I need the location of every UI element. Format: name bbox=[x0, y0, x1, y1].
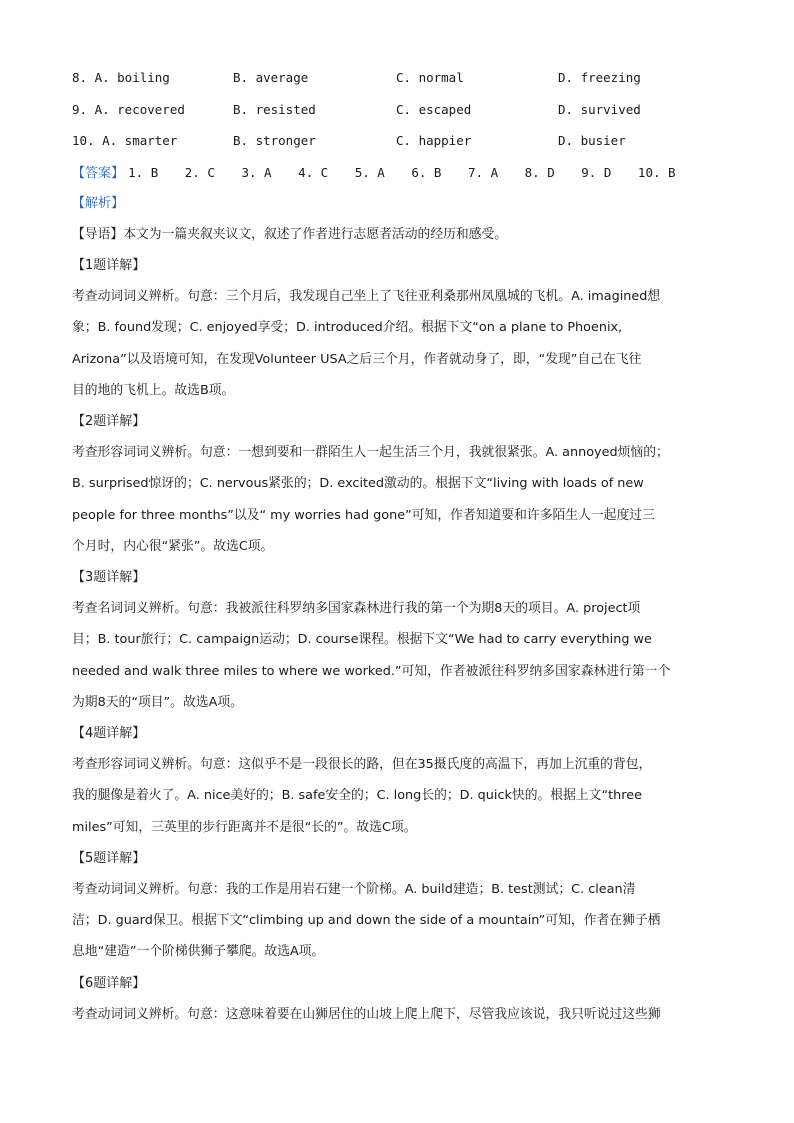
intro-tag: 【导语】 bbox=[72, 226, 124, 242]
option-row bbox=[72, 62, 722, 94]
explanation-line: miles”可知，三英里的步行距离并不是很“长的”。故选C项。 bbox=[72, 819, 417, 835]
explanation-line: B. surprised惊讶的；C. nervous紧张的；D. excited激动的。根据下文“living with loads of new bbox=[72, 476, 644, 492]
explanation-line: 目的地的飞机上。故选B项。 bbox=[72, 382, 235, 398]
option-b: B. average bbox=[233, 70, 309, 85]
answer-item: 7. A bbox=[468, 164, 499, 180]
answer-row bbox=[72, 157, 722, 188]
explanation-line: 考查动词词义辨析。句意：这意味着要在山狮居住的山坡上爬上爬下，尽管我应该说，我只听说过这些狮 bbox=[72, 1006, 661, 1022]
explanation-line: 考查动词词义辨析。句意：三个月后，我发现自己坐上了飞往亚利桑那州凤凰城的飞机。A. imagined想 bbox=[72, 289, 661, 305]
option-b: B. resisted bbox=[233, 101, 316, 117]
explanation-line: 考查名词词义辨析。句意：我被派往科罗纳多国家森林进行我的第一个为期8天的项目。A. project项 bbox=[72, 601, 641, 617]
analysis-tag: 【解析】 bbox=[72, 195, 125, 211]
intro-text: 本文为一篇夹叙夹议文，叙述了作者进行志愿者活动的经历和感受。 bbox=[123, 226, 508, 242]
explanation-line: Arizona”以及语境可知，在发现Volunteer USA之后三个月，作者就动身了，即，“发现”自己在飞往 bbox=[72, 351, 642, 367]
option-c: C. normal bbox=[396, 70, 464, 85]
option-row bbox=[72, 94, 722, 126]
answer-item: 9. D bbox=[581, 164, 612, 180]
explanation-line: 象；B. found发现；C. enjoyed享受；D. introduced介绍。根据下文“on a plane to Phoenix, bbox=[72, 320, 623, 336]
explanation-line: 为期8天的“项目”。故选A项。 bbox=[72, 694, 243, 710]
option-c: C. escaped bbox=[396, 101, 472, 117]
explanation-line: 考查形容词词义辨析。句意：这似乎不是一段很长的路，但在35摄氏度的高温下，再加上沉重的背包， bbox=[72, 757, 652, 773]
option-d: D. survived bbox=[558, 101, 641, 117]
answer-item: 8. D bbox=[524, 164, 555, 180]
explanation-sections bbox=[72, 250, 722, 1030]
option-c: C. happier bbox=[396, 133, 472, 148]
explanation-line: people for three months”以及“ my worries had gone”可知，作者知道要和许多陌生人一起度过三 bbox=[72, 507, 655, 523]
section-heading: 【5题详解】 bbox=[72, 850, 146, 866]
explanation-line: 目；B. tour旅行；C. campaign运动；D. course课程。根据下文“We had to carry everything we bbox=[72, 632, 652, 648]
explanation-line: 息地“建造”一个阶梯供狮子攀爬。故选A项。 bbox=[72, 944, 325, 960]
answer-item: 5. A bbox=[354, 164, 385, 180]
answer-list bbox=[128, 165, 694, 180]
option-a: 9. A. recovered bbox=[72, 101, 185, 117]
section-heading: 【1题详解】 bbox=[72, 257, 146, 273]
section-heading: 【3题详解】 bbox=[72, 569, 146, 585]
section-heading: 【4题详解】 bbox=[72, 725, 146, 741]
answer-item: 1. B bbox=[128, 164, 159, 180]
document-page bbox=[72, 62, 722, 1030]
explanation-line: 考查形容词词义辨析。句意：一想到要和一群陌生人一起生活三个月，我就很紧张。A. annoyed烦恼的； bbox=[72, 445, 669, 461]
answer-item: 10. B bbox=[637, 164, 676, 180]
explanation-line: 我的腿像是着火了。A. nice美好的；B. safe安全的；C. long长的；D. quick快的。根据上文“three bbox=[72, 788, 642, 804]
answer-item: 3. A bbox=[241, 164, 272, 180]
section-heading: 【6题详解】 bbox=[72, 975, 146, 991]
answer-item: 2. C bbox=[184, 164, 215, 180]
answer-item: 4. C bbox=[298, 164, 329, 180]
explanation-line: 洁；D. guard保卫。根据下文“climbing up and down the side of a mountain”可知，作者在狮子栖 bbox=[72, 913, 661, 929]
option-row bbox=[72, 125, 722, 157]
answer-item: 6. B bbox=[411, 164, 442, 180]
option-a: 8. A. boiling bbox=[72, 70, 170, 85]
answer-tag: 【答案】 bbox=[72, 165, 125, 181]
section-heading: 【2题详解】 bbox=[72, 413, 146, 429]
explanation-line: needed and walk three miles to where we worked.”可知，作者被派往科罗纳多国家森林进行第一个 bbox=[72, 663, 671, 679]
option-b: B. stronger bbox=[233, 133, 316, 148]
option-a: 10. A. smarter bbox=[72, 133, 178, 148]
explanation-line: 个月时，内心很“紧张”。故选C项。 bbox=[72, 538, 274, 554]
option-d: D. busier bbox=[558, 133, 626, 148]
option-d: D. freezing bbox=[558, 70, 641, 85]
explanation-line: 考查动词词义辨析。句意：我的工作是用岩石建一个阶梯。A. build建造；B. test测试；C. clean清 bbox=[72, 881, 636, 897]
intro-paragraph bbox=[72, 219, 722, 250]
